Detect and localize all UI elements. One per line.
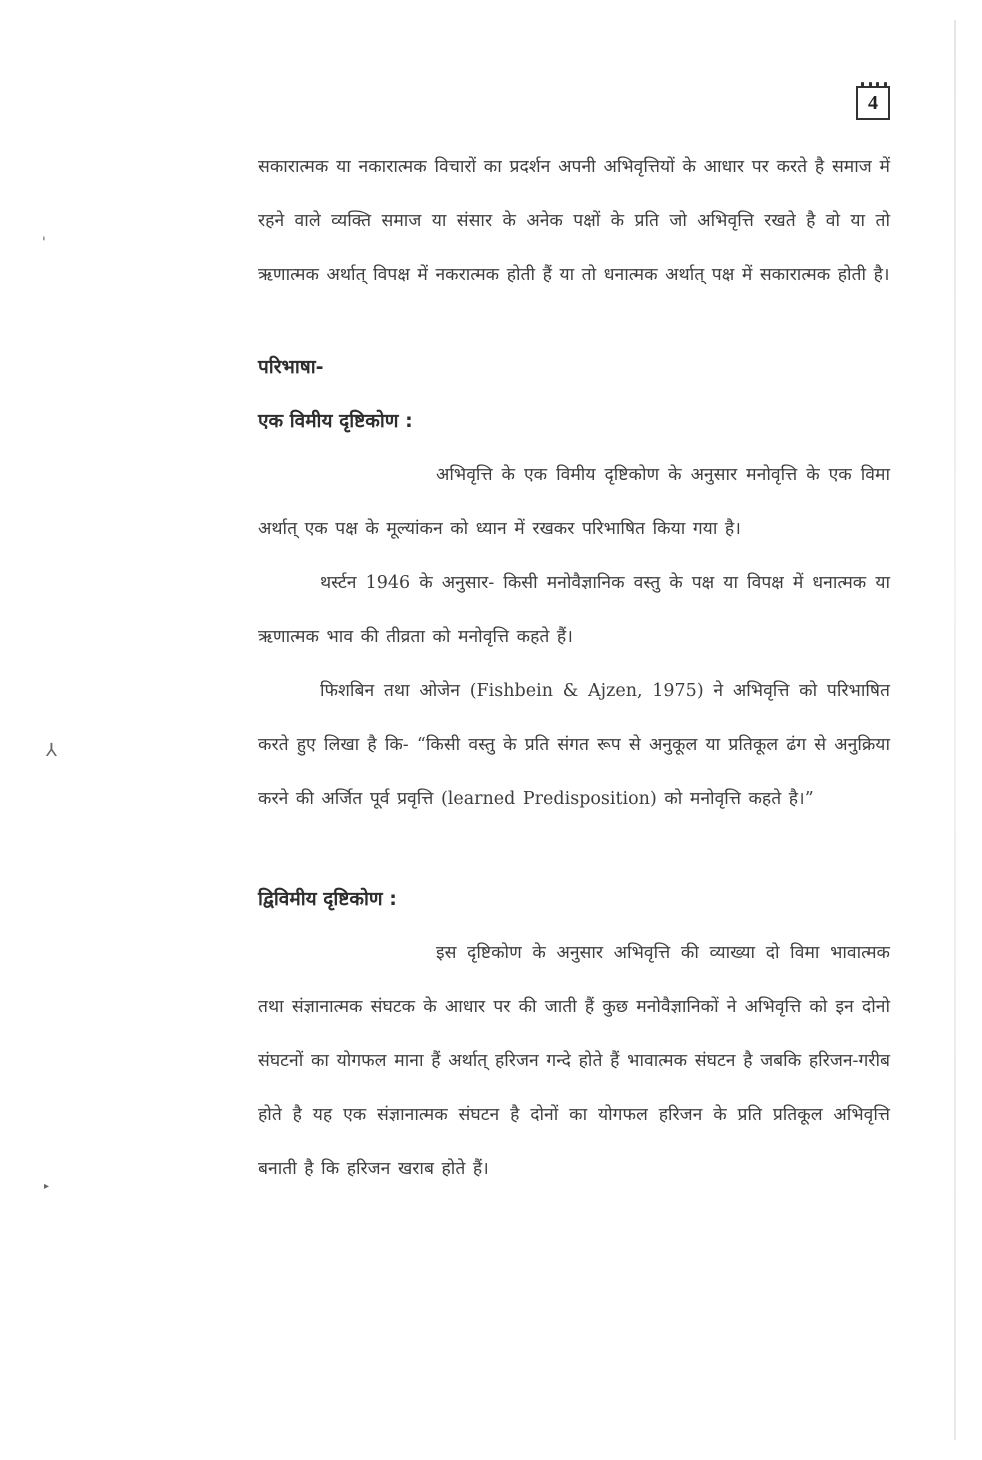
definition-heading: परिभाषा- <box>258 356 324 378</box>
scanned-page-edge <box>954 20 956 1440</box>
bidimensional-heading: द्विविमीय दृष्टिकोण : <box>258 888 397 910</box>
scan-speck: ' <box>42 235 46 251</box>
intro-paragraph: सकारात्मक या नकारात्मक विचारों का प्रदर्शन अपनी अभिवृत्तियों के आधार पर करते है समाज में रहने वाले व्यक्ति समाज या संसार के अनेक पक्षों के प्रति जो अभिवृत्ति रखते है वो या तो ऋणात्मक अर्थात् विपक्ष में नकरात्मक होती हैं या तो धनात्मक अर्थात् पक्ष में सकारात्मक होती है। <box>258 157 890 285</box>
thurstone-paragraph: थर्स्टन 1946 के अनुसार- किसी मनोवैज्ञानिक वस्तु के पक्ष या विपक्ष में धनात्मक या ऋणात्मक भाव की तीव्रता को मनोवृत्ति कहते हैं। <box>258 573 890 647</box>
fishbein-paragraph: फिशबिन तथा ओजेन (Fishbein & Ajzen, 1975) ने अभिवृत्ति को परिभाषित करते हुए लिखा है कि- “किसी वस्तु के प्रति संगत रूप से अनुकूल या प्रतिकूल ढंग से अनुक्रिया करने की अर्जित पूर्व प्रवृत्ति (learned Predisposition) को मनोवृत्ति कहते है।” <box>258 681 890 809</box>
scan-speck: ⅄ <box>46 740 57 761</box>
page-number-badge <box>856 82 892 122</box>
bidimensional-paragraph: इस दृष्टिकोण के अनुसार अभिवृत्ति की व्याख्या दो विमा भावात्मक तथा संज्ञानात्मक संघटक के आधार पर की जाती हैं कुछ मनोवैज्ञानिकों ने अभिवृत्ति को इन दोनो संघटनों का योगफल माना हैं अर्थात् हरिजन गन्दे होते हैं भावात्मक संघटन है जबकि हरिजन-गरीब होते है यह एक संज्ञानात्मक संघटन है दोनों का योगफल हरिजन के प्रति प्रतिकूल अभिवृत्ति बनाती है कि हरिजन खराब होते हैं। <box>258 943 890 1179</box>
section-gap <box>258 302 890 340</box>
unidimensional-paragraph: अभिवृत्ति के एक विमीय दृष्टिकोण के अनुसार मनोवृत्ति के एक विमा अर्थात् एक पक्ष के मूल्यांकन को ध्यान में रखकर परिभाषित किया गया है। <box>258 465 890 539</box>
scan-speck: ▸ <box>44 1181 50 1192</box>
page-number: 4 <box>868 92 878 114</box>
unidimensional-heading: एक विमीय दृष्टिकोण : <box>258 410 413 432</box>
document-body <box>258 140 890 1196</box>
section-gap <box>258 826 890 872</box>
